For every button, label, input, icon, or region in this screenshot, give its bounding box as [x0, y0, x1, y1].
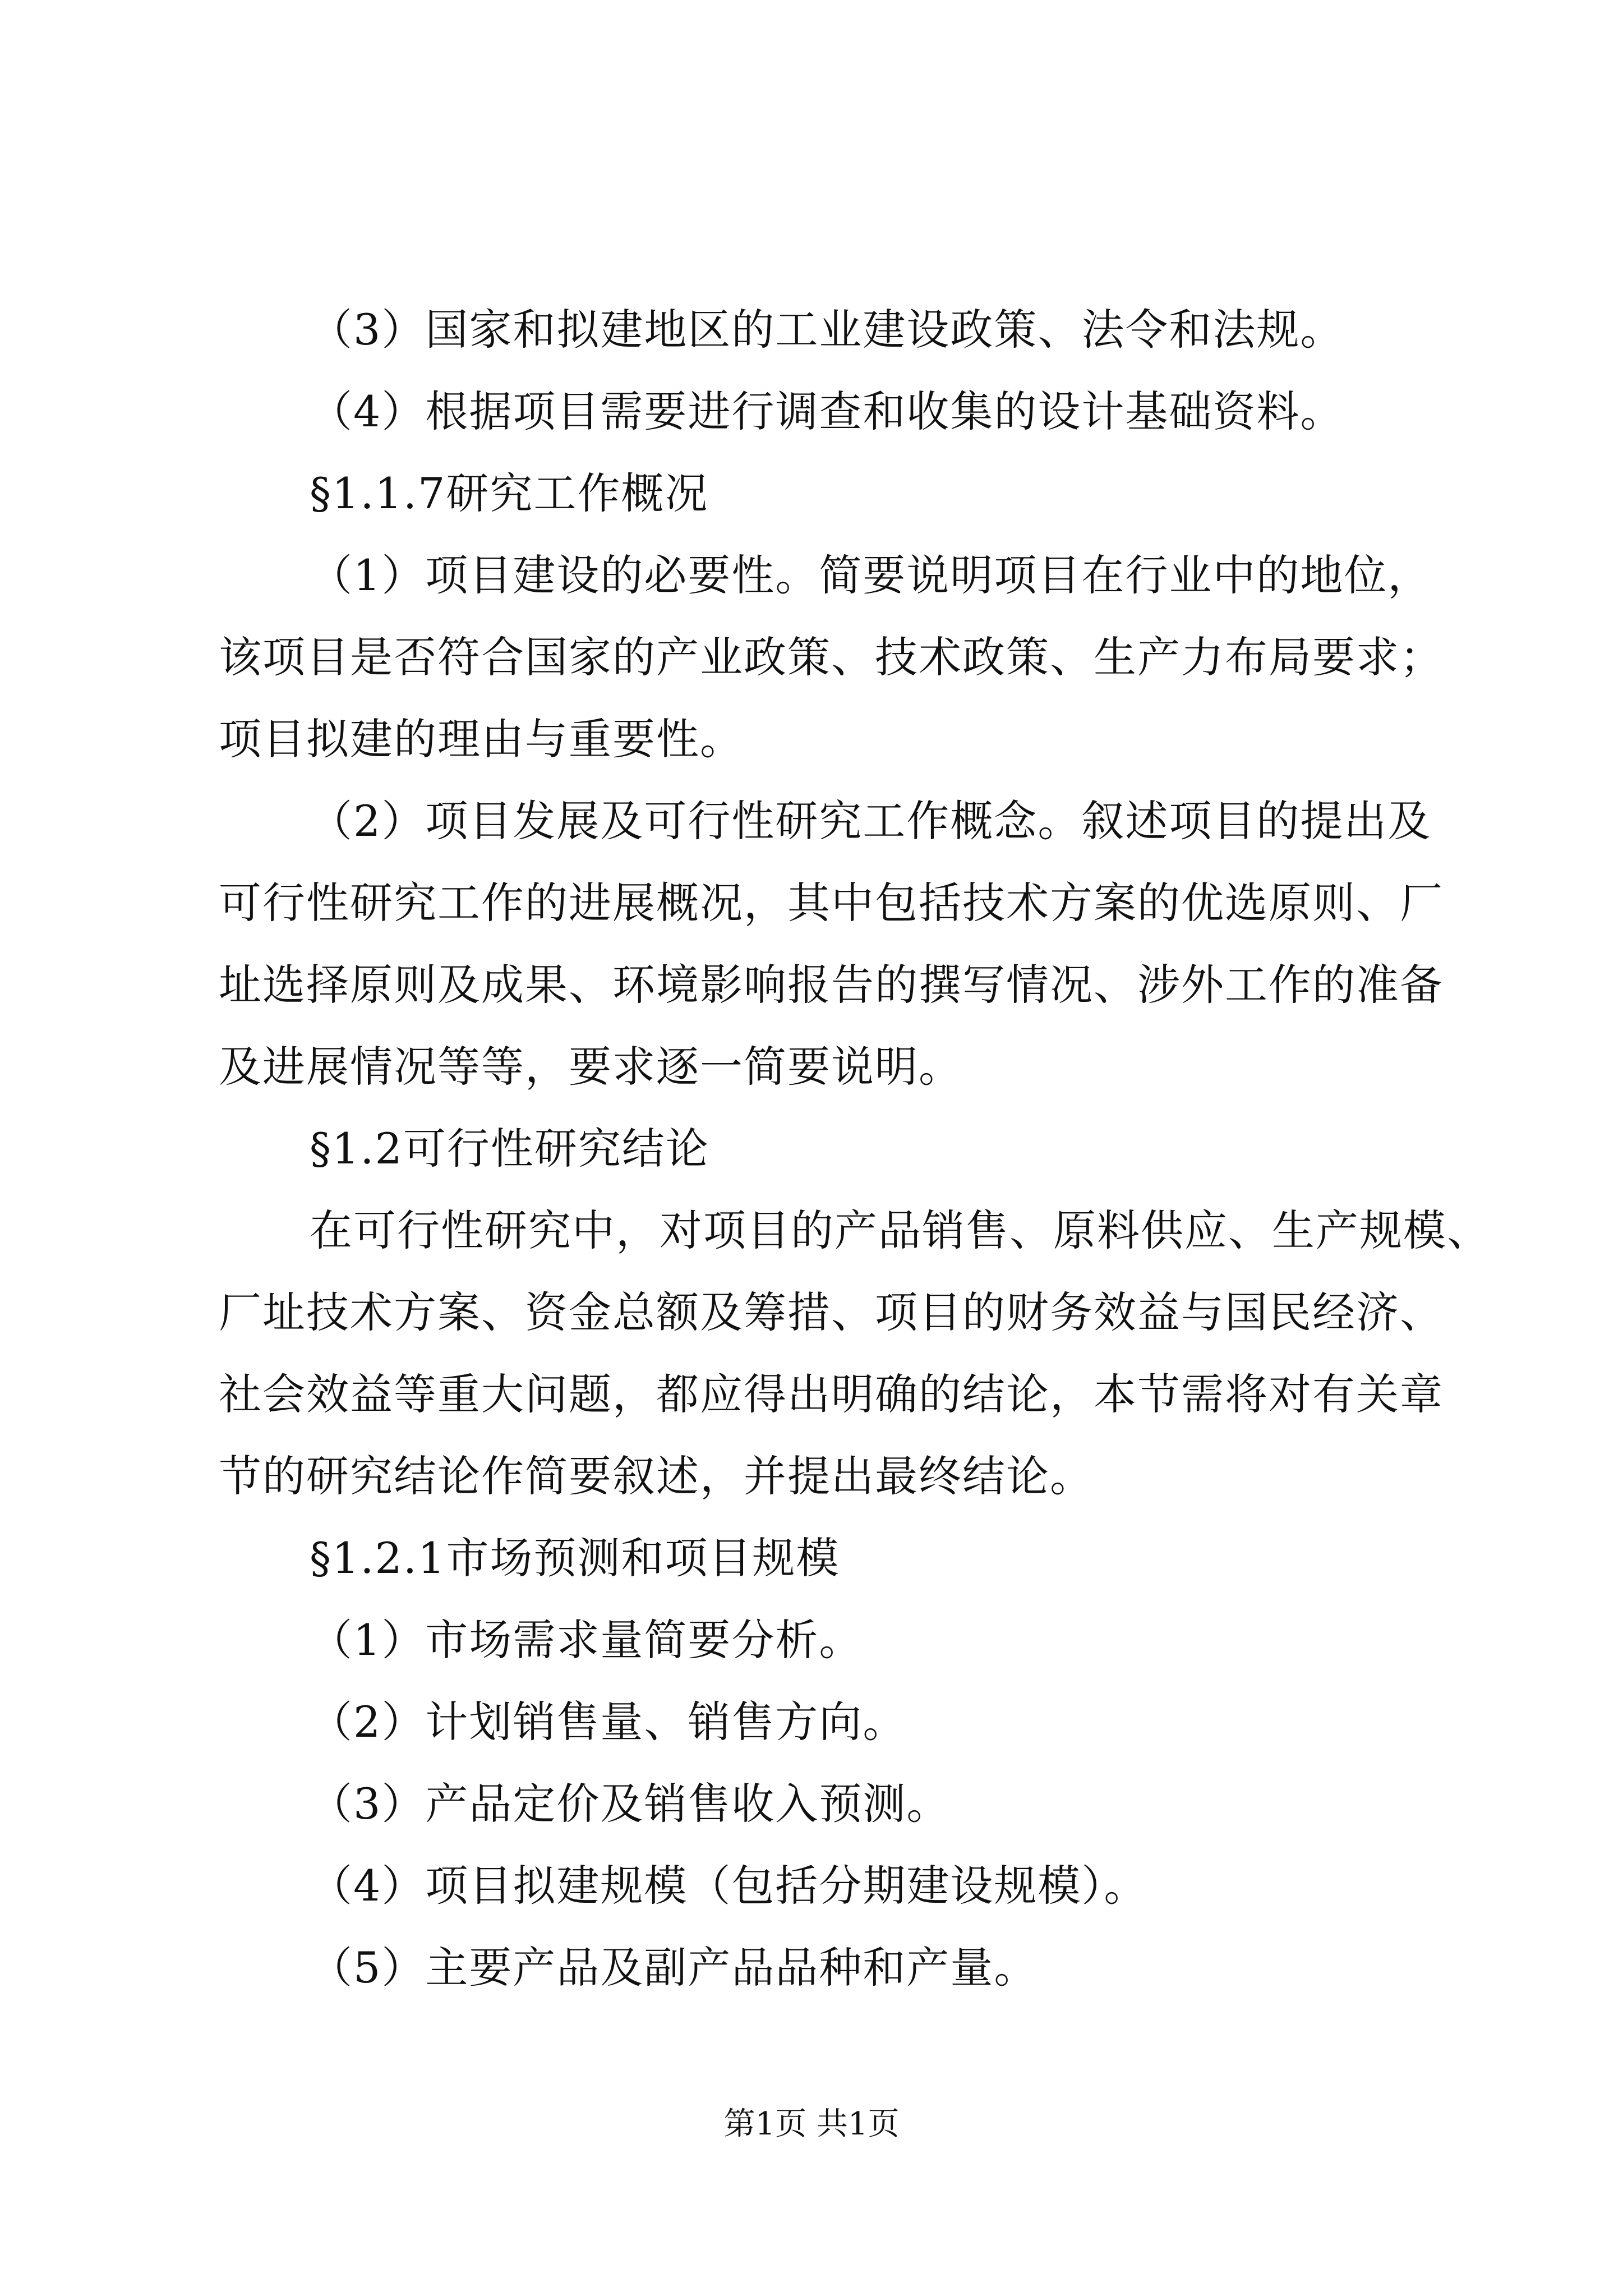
- list-item: （5）主要产品及副产品品种和产量。: [310, 1943, 1038, 1993]
- paragraph-line: （1）项目建设的必要性。简要说明项目在行业中的地位，: [310, 550, 1432, 600]
- paragraph-line: 可行性研究工作的进展概况，其中包括技术方案的优选原则、厂: [219, 878, 1444, 928]
- paragraph-line: 及进展情况等等，要求逐一简要说明。: [219, 1042, 962, 1092]
- paragraph-line: （2）项目发展及可行性研究工作概念。叙述项目的提出及: [310, 796, 1432, 846]
- paragraph-line: 该项目是否符合国家的产业政策、技术政策、生产力布局要求；: [219, 632, 1444, 682]
- paragraph-line: 社会效益等重大问题，都应得出明确的结论，本节需将对有关章: [219, 1369, 1444, 1419]
- paragraph-line: 厂址技术方案、资金总额及筹措、项目的财务效益与国民经济、: [219, 1287, 1444, 1337]
- paragraph-line: 在可行性研究中，对项目的产品销售、原料供应、生产规模、: [310, 1205, 1491, 1255]
- list-item: （1）市场需求量简要分析。: [310, 1615, 863, 1665]
- section-heading: §1.1.7研究工作概况: [310, 468, 709, 518]
- paragraph-line: 址选择原则及成果、环境影响报告的撰写情况、涉外工作的准备: [219, 960, 1444, 1010]
- list-item: （4）项目拟建规模（包括分期建设规模）。: [310, 1861, 1148, 1911]
- paragraph-line: （4）根据项目需要进行调查和收集的设计基础资料。: [310, 386, 1344, 436]
- paragraph-line: 项目拟建的理由与重要性。: [219, 714, 744, 764]
- section-heading: §1.2.1市场预测和项目规模: [310, 1533, 840, 1583]
- list-item: （3）产品定价及销售收入预测。: [310, 1779, 951, 1829]
- paragraph-line: （3）国家和拟建地区的工业建设政策、法令和法规。: [310, 305, 1344, 355]
- section-heading: §1.2可行性研究结论: [310, 1124, 709, 1174]
- paragraph-line: 节的研究结论作简要叙述，并提出最终结论。: [219, 1451, 1094, 1501]
- list-item: （2）计划销售量、销售方向。: [310, 1697, 907, 1747]
- page-number-footer: 第1页 共1页: [723, 2106, 900, 2142]
